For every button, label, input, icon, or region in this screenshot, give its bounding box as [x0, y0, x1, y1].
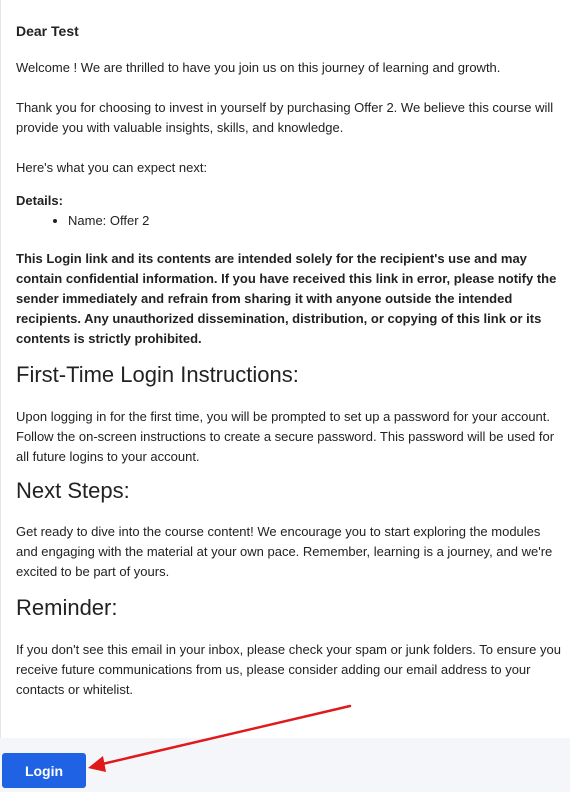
greeting: Dear Test [16, 23, 79, 39]
disclaimer-paragraph: This Login link and its contents are intended solely for the recipient's use and may contain confidential information. If you have received this link in error, please notify the sender immediately and refrain from sharing it with anyone outside the intended recipients. Any unauthorized dissemination, distribution, or copying of this link or its contents is strictly prohibited. [16, 251, 557, 346]
section-body-reminder: If you don't see this email in your inbox, please check your spam or junk folders. To ensure you receive future communications from us, please consider adding our email address to your contacts or whitelist. [16, 642, 561, 697]
login-button[interactable]: Login [2, 753, 86, 788]
content-border [0, 0, 1, 738]
section-heading-reminder: Reminder: [16, 595, 118, 620]
expect-paragraph: Here's what you can expect next: [16, 160, 208, 175]
welcome-paragraph: Welcome ! We are thrilled to have you join us on this journey of learning and growth. [16, 60, 501, 75]
details-item: • Name: Offer 2 [68, 211, 564, 231]
thanks-paragraph: Thank you for choosing to invest in yourself by purchasing Offer 2. We believe this course will provide you with valuable insights, skills, and knowledge. [16, 100, 554, 135]
section-body-first-time-login: Upon logging in for the first time, you will be prompted to set up a password for your account. Follow the on-screen instructions to create a secure password. This password will be used for all future logins to your account. [16, 409, 555, 464]
details-list [16, 211, 564, 231]
section-heading-next-steps: Next Steps: [16, 478, 130, 503]
email-body [16, 0, 564, 700]
section-body-next-steps: Get ready to dive into the course content! We encourage you to start exploring the modules and engaging with the material at your own pace. Remember, learning is a journey, and we're excited to be part of yours. [16, 524, 553, 579]
details-label: Details: [16, 193, 63, 208]
section-heading-first-time-login: First-Time Login Instructions: [16, 362, 299, 387]
